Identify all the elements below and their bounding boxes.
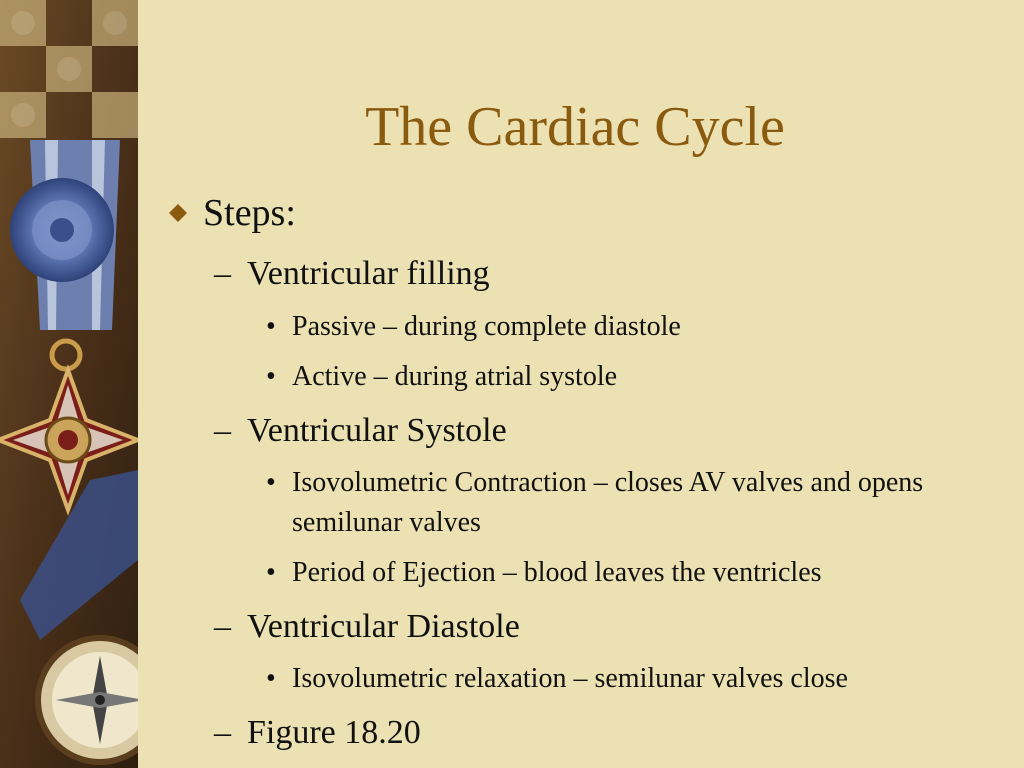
dash-bullet: – <box>214 608 231 645</box>
group-heading-ventricular-filling: Ventricular filling <box>247 255 490 292</box>
group-heading-ventricular-diastole: Ventricular Diastole <box>247 608 520 645</box>
dash-bullet: – <box>214 714 231 751</box>
dash-bullet: – <box>214 412 231 449</box>
list-item: Isovolumetric Contraction – closes AV valves and opens semilunar valves <box>292 467 924 538</box>
list-item: Active – during atrial systole <box>292 361 618 392</box>
list-item: Isovolumetric relaxation – semilunar valves close <box>292 663 848 694</box>
list-item: Passive – during complete diastole <box>292 311 681 342</box>
dot-bullet: • <box>266 467 276 498</box>
steps-heading: Steps: <box>203 192 296 234</box>
slide-title: The Cardiac Cycle <box>365 96 785 158</box>
dot-bullet: • <box>266 361 276 392</box>
group-heading-ventricular-systole: Ventricular Systole <box>247 412 507 449</box>
dot-bullet: • <box>266 311 276 342</box>
dash-bullet: – <box>214 255 231 292</box>
dot-bullet: • <box>266 663 276 694</box>
diamond-bullet-icon <box>168 203 188 223</box>
dot-bullet: • <box>266 557 276 588</box>
group-heading-figure: Figure 18.20 <box>247 714 421 751</box>
list-item: Period of Ejection – blood leaves the ventricles <box>292 557 822 588</box>
